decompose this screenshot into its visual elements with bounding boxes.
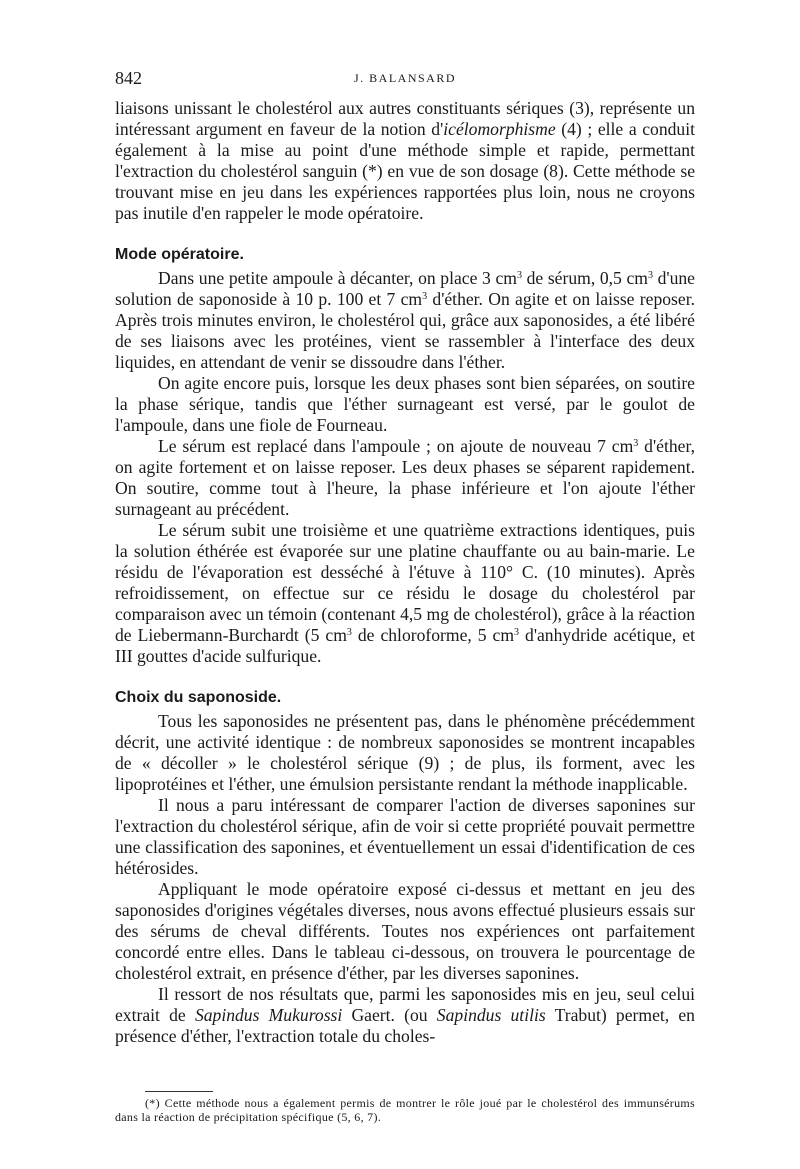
paragraph-mode-4: Le sérum subit une troisième et une quatrième extractions identiques, puis la solution éthérée est évaporée sur une platine chauffante ou au bain-marie. Le résidu de l'évaporation est desséché à l'étuve à 110° C. (10 minutes). Après refroidissement, on effectue sur ce résidu le dosage du cholestérol par comparaison avec un témoin (contenant 4,5 mg de cholestérol), grâce à la réaction de Liebermann-Burchardt (5 $cm^3$ de chloroforme, 5 $cm^3$ d'anhydride acétique, et III gouttes d'acide sulfurique.	[115, 520, 695, 666]
section-heading-choix-saponoside: Choix du saponoside.	[115, 689, 282, 706]
paragraph-choix-2: Il nous a paru intéressant de comparer l'action de diverses saponines sur l'extraction du cholestérol sérique, afin de voir si cette propriété pouvait permettre une classification des saponines, et éventuellement un essai d'identification de ces hétérosides.	[115, 795, 695, 878]
paragraph-intro: liaisons unissant le cholestérol aux autres constituants sériques (3), représente un intéressant argument en faveur de la notion d'icélomorphisme (4) ; elle a conduit également à la mise au point d'une méthode simple et rapide, permettant l'extraction du cholestérol sanguin (*) en vue de son dosage (8). Cette méthode se trouvant mise en jeu dans les expériences rapportées plus loin, nous ne croyons pas inutile d'en rappeler le mode opératoire.	[115, 98, 696, 223]
paragraph-mode-2: On agite encore puis, lorsque les deux phases sont bien séparées, on soutire la phase sérique, tandis que l'éther surnageant est versé, par le goulot de l'ampoule, dans une fiole de Fourneau.	[115, 373, 695, 435]
footnote: (*) Cette méthode nous a également permis de montrer le rôle joué par le cholestérol des immunsérums dans la réaction de précipitation spécifique (5, 6, 7).	[115, 1096, 695, 1124]
footnote-divider	[145, 1091, 213, 1092]
running-head	[115, 68, 695, 94]
paragraph-choix-3: Appliquant le mode opératoire exposé ci-dessus et mettant en jeu des saponosides d'origines végétales diverses, nous avons effectué plusieurs essais sur des sérums de cheval différents. Toutes nos expériences ont parfaitement concordé entre elles. Dans le tableau ci-dessous, on trouvera le pourcentage de cholestérol extrait, en présence d'éther, par les diverses saponines.	[115, 879, 695, 983]
page-number: 842	[115, 68, 142, 88]
section-heading-mode-operatoire: Mode opératoire.	[115, 246, 244, 263]
paragraph-mode-3: Le sérum est replacé dans l'ampoule ; on ajoute de nouveau 7 $cm^3$ d'éther, on agite fortement et on laisse reposer. Les deux phases se séparent rapidement. On soutire, comme tout à l'heure, la phase inférieure et l'on ajoute l'éther surnageant au précédent.	[115, 436, 695, 519]
journal-page	[115, 68, 695, 1124]
paragraph-mode-1: Dans une petite ampoule à décanter, on place 3 $cm^3$ de sérum, 0,5 $cm^3$ d'une solution de saponoside à 10 p. 100 et 7 $cm^3$ d'éther. On agite et on laisse reposer. Après trois minutes environ, le cholestérol qui, grâce aux saponosides, a été libéré de ses liaisons avec les protéines, vient se rassembler à l'interface des deux liquides, en attendant de venir se dissoudre dans l'éther.	[115, 268, 695, 372]
running-title: J. BALANSARD	[353, 71, 456, 85]
paragraph-choix-1: Tous les saponosides ne présentent pas, dans le phénomène précédemment décrit, une activité identique : de nombreux saponosides se montrent incapables de « décoller » le cholestérol sérique (9) ; de plus, ils forment, avec les lipoprotéines et l'éther, une émulsion persistante rendant la méthode inapplicable.	[115, 711, 695, 794]
paragraph-choix-4: Il ressort de nos résultats que, parmi les saponosides mis en jeu, seul celui extrait de Sapindus Mukurossi Gaert. (ou Sapindus utilis Trabut) permet, en présence d'éther, l'extraction totale du choles-	[115, 984, 695, 1046]
